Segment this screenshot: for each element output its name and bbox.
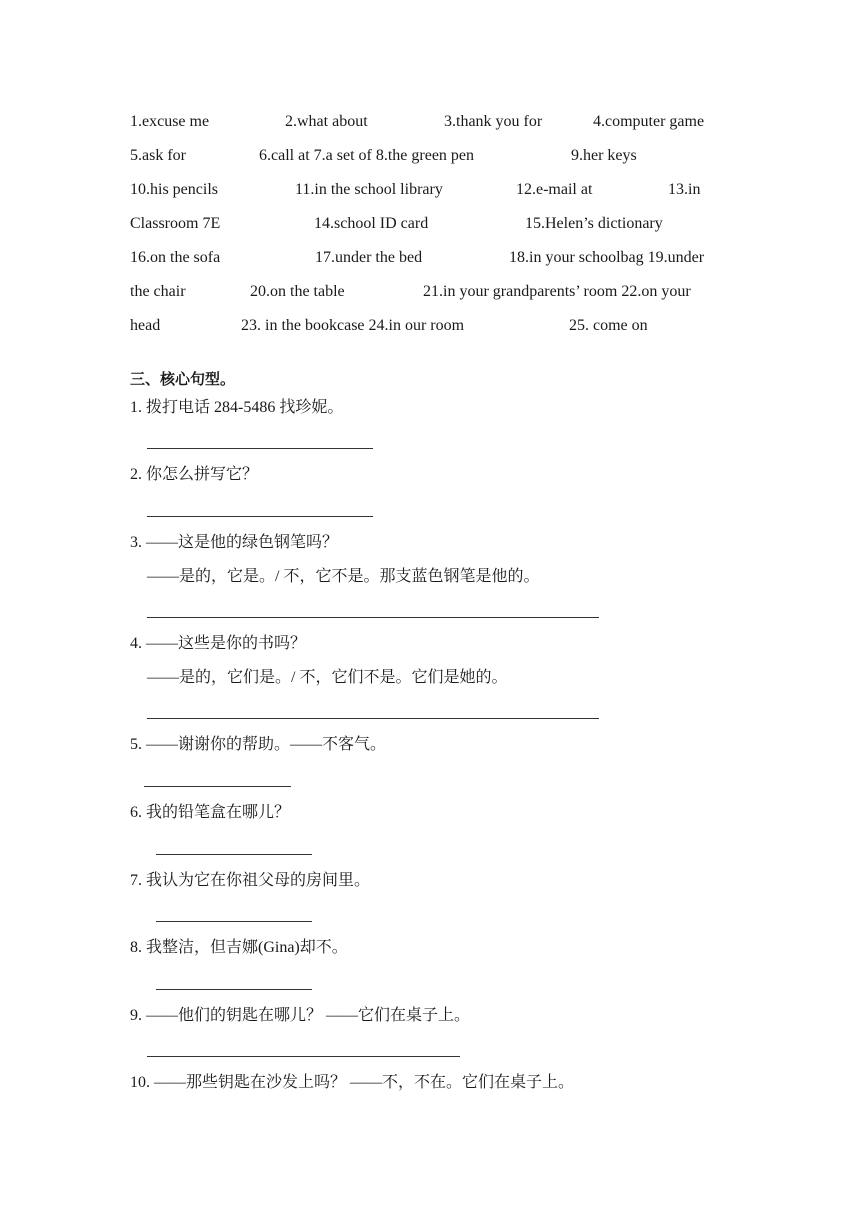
question-3-answer-prompt: ——是的，它是。/ 不，它不是。那支蓝色钢笔是他的。 xyxy=(147,568,540,585)
phrase-6-8: 6.call at 7.a set of 8.the green pen xyxy=(259,147,475,164)
phrase-10: 10.his pencils xyxy=(130,181,218,198)
answer-line-4 xyxy=(147,718,599,719)
section-title: 三、核心句型。 xyxy=(130,370,236,388)
phrase-25: 25. come on xyxy=(569,317,648,334)
phrase-1: 1.excuse me xyxy=(130,113,210,130)
answer-line-7 xyxy=(156,921,312,922)
question-4: 4. ——这些是你的书吗？ xyxy=(130,635,307,652)
phrase-13-cont: Classroom 7E xyxy=(130,215,221,232)
question-7: 7. 我认为它在你祖父母的房间里。 xyxy=(130,872,371,889)
phrase-5: 5.ask for xyxy=(130,147,186,164)
answer-line-5 xyxy=(144,786,291,787)
phrase-12: 12.e-mail at xyxy=(516,181,593,198)
phrase-23-24: 23. in the bookcase 24.in our room xyxy=(241,317,465,334)
phrase-18-19: 18.in your schoolbag 19.under xyxy=(509,249,705,266)
phrase-16: 16.on the sofa xyxy=(130,249,221,266)
question-2: 2. 你怎么拼写它？ xyxy=(130,466,259,483)
question-4-answer-prompt: ——是的，它们是。/ 不，它们不是。它们是她的。 xyxy=(147,669,508,686)
phrase-13: 13.in xyxy=(668,181,701,198)
phrase-11: 11.in the school library xyxy=(295,181,443,198)
phrase-21-22: 21.in your grandparents’ room 22.on your xyxy=(423,283,691,300)
question-10: 10. ——那些钥匙在沙发上吗？ ——不，不在。它们在桌子上。 xyxy=(130,1074,575,1091)
phrase-19-cont: the chair xyxy=(130,283,186,300)
phrase-3: 3.thank you for xyxy=(444,113,543,130)
phrase-17: 17.under the bed xyxy=(315,249,423,266)
answer-line-6 xyxy=(156,854,312,855)
phrase-15: 15.Helen’s dictionary xyxy=(525,215,663,232)
question-3: 3. ——这是他的绿色钢笔吗？ xyxy=(130,534,339,551)
phrase-9: 9.her keys xyxy=(571,147,637,164)
question-5: 5. ——谢谢你的帮助。——不客气。 xyxy=(130,736,387,753)
question-8: 8. 我整洁，但吉娜(Gina)却不。 xyxy=(130,939,348,956)
phrase-20: 20.on the table xyxy=(250,283,345,300)
answer-line-8 xyxy=(156,989,312,990)
phrase-14: 14.school ID card xyxy=(314,215,429,232)
question-9: 9. ——他们的钥匙在哪儿？ ——它们在桌子上。 xyxy=(130,1007,471,1024)
phrase-4: 4.computer game xyxy=(593,113,705,130)
answer-line-1 xyxy=(147,448,373,449)
answer-line-9 xyxy=(147,1056,460,1057)
question-6: 6. 我的铅笔盒在哪儿？ xyxy=(130,804,291,821)
phrase-22-cont: head xyxy=(130,317,161,334)
answer-line-2 xyxy=(147,516,373,517)
answer-line-3 xyxy=(147,617,599,618)
question-1: 1. 拨打电话 284-5486 找珍妮。 xyxy=(130,399,344,416)
phrase-2: 2.what about xyxy=(285,113,368,130)
